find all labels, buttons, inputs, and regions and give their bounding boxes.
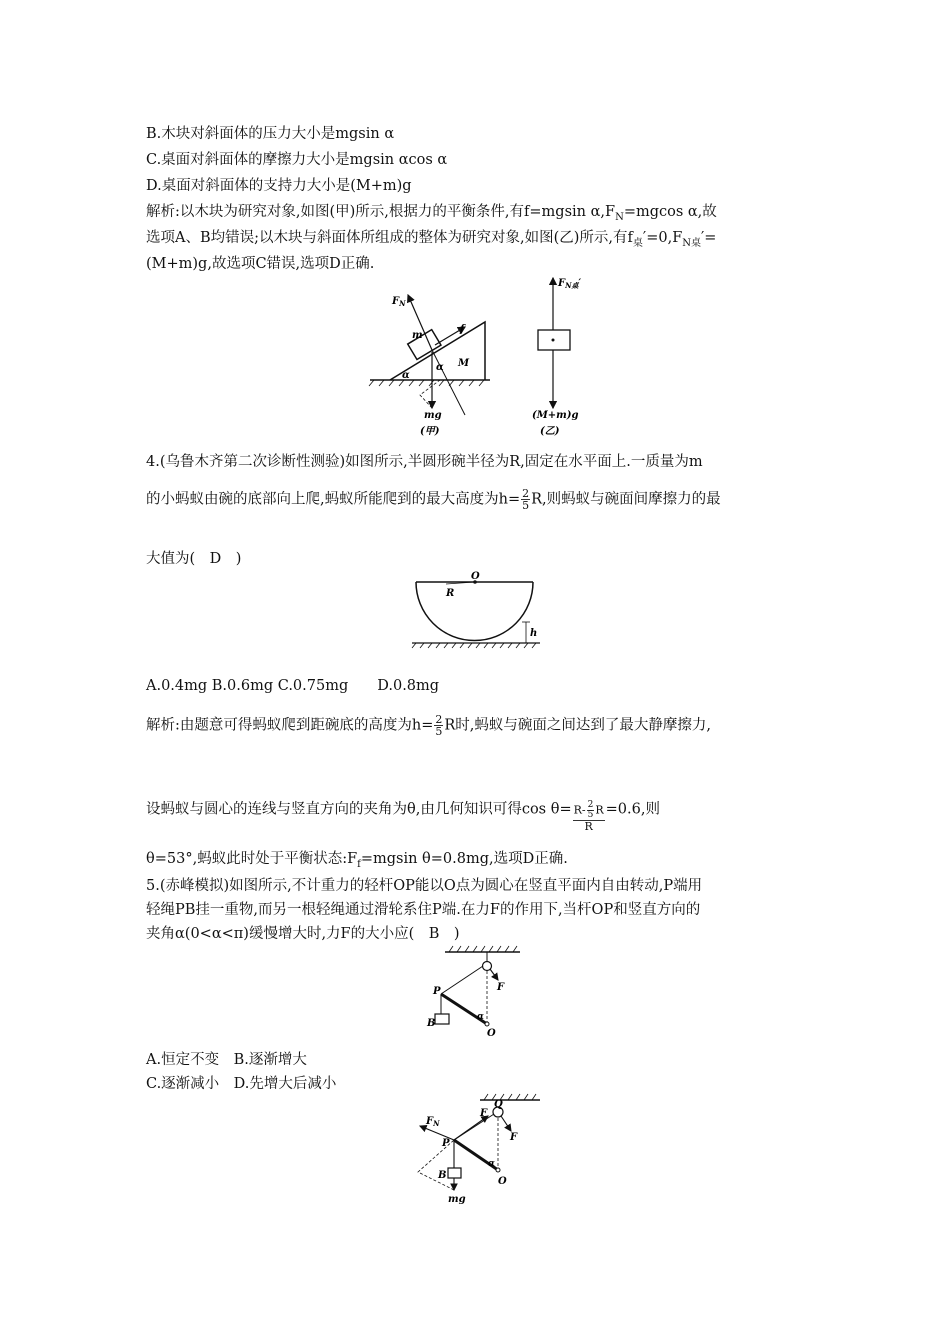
label-mg: mg (448, 1194, 466, 1205)
label-alpha: α (477, 1012, 484, 1022)
q3-analysis-line2: 选项A、B均错误;以木块与斜面体所组成的整体为研究对象,如图(乙)所示,有$f_桌'=0,F_{N桌}'=$ (146, 230, 717, 249)
label-F: F (497, 982, 505, 993)
figure-bowl (408, 570, 548, 655)
q4-analysis-line2: 设蚂蚁与圆心的连线与竖直方向的夹角为θ,由几何知识可得cos θ= R- $\frac{2}{5}$ R R =0.6,则 (146, 800, 660, 833)
option-b: B.木块对斜面体的压力大小是mgsin α (146, 126, 395, 142)
label-B: B (427, 1018, 436, 1029)
q4-options: A.0.4mg B.0.6mg C.0.75mg D.0.8mg (146, 678, 440, 694)
label-F2: F (510, 1132, 518, 1143)
q3-analysis-line3: (M+m)g,故选项C错误,选项D正确. (146, 256, 375, 272)
label-Q: Q (494, 1099, 503, 1110)
q5-line2: 轻绳PB挂一重物,而另一根轻绳通过滑轮系住P端.在力F的作用下,当杆OP和竖直方向的 (146, 902, 701, 918)
q4-analysis-line3: θ=53°,蚂蚁此时处于平衡状态$:F_f=mgsin$ θ=0.8mg,选项D正确. (146, 851, 568, 870)
label-alpha-top: α (436, 362, 444, 373)
label-F1: F (480, 1108, 488, 1119)
label-m: m (412, 330, 423, 341)
label-alpha-base: α (402, 370, 410, 381)
q5-options-ab: A.恒定不变 B.逐渐增大 (146, 1052, 307, 1068)
label-yi: (乙) (540, 426, 560, 437)
label-R: R (446, 588, 455, 599)
label-O: O (487, 1028, 496, 1039)
q4-line2: 的小蚂蚁由碗的底部向上爬,蚂蚁所能爬到的最大高度为h= $\frac{2}{5}$ R,则蚂蚁与碗面间摩擦力的最 (146, 487, 721, 512)
label-P: P (442, 1138, 450, 1149)
q4-line3: 大值为( D ) (146, 551, 242, 567)
q5-line3: 夹角α(0<α<π)缓慢增大时,力F的大小应( B ) (146, 926, 460, 942)
fraction-2-5-b: $\frac{2}{5}$ (435, 713, 443, 738)
label-mm-g: (M+m)g (532, 410, 579, 421)
label-alpha: α (488, 1159, 495, 1169)
figure-rod (425, 944, 535, 1039)
option-d: D.桌面对斜面体的支持力大小是(M+m)g (146, 178, 412, 194)
q4-analysis-line1: 解析:由题意可得蚂蚁爬到距碗底的高度为h= $\frac{2}{5}$ R时,蚂蚁与碗面之间达到了最大静摩擦力, (146, 713, 712, 738)
q3-analysis-line1: 解析:以木块为研究对象,如图(甲)所示,根据力的平衡条件,有f=mgsin $\alpha,F_N=mgcos$ α,故 (146, 204, 717, 223)
label-P: P (433, 986, 441, 997)
label-B: B (438, 1170, 447, 1181)
fraction-cos: R- $\frac{2}{5}$ R R (573, 800, 604, 833)
label-FN: $F_N$ (426, 1116, 440, 1128)
fraction-2-5: $\frac{2}{5}$ (522, 487, 530, 512)
figure-rod-forces (410, 1094, 550, 1209)
label-jia: (甲) (420, 426, 440, 437)
figure-incline (360, 270, 600, 440)
label-O: O (498, 1176, 507, 1187)
option-c: C.桌面对斜面体的摩擦力大小是mgsin αcos α (146, 152, 448, 168)
label-h: h (530, 628, 538, 639)
q5-options-cd: C.逐渐减小 D.先增大后减小 (146, 1076, 337, 1092)
label-mg: mg (424, 410, 442, 421)
q4-line1: 4.(乌鲁木齐第二次诊断性测验)如图所示,半圆形碗半径为R,固定在水平面上.一质量为m (146, 454, 703, 470)
q5-line1: 5.(赤峰模拟)如图所示,不计重力的轻杆OP能以O点为圆心在竖直平面内自由转动,P端用 (146, 878, 703, 894)
label-f: f (460, 324, 465, 335)
label-fn-total: $F_{N桌}'$ (558, 278, 582, 290)
label-fn: $F_N$ (392, 296, 406, 308)
label-O: O (471, 571, 480, 582)
label-M: M (458, 358, 470, 369)
